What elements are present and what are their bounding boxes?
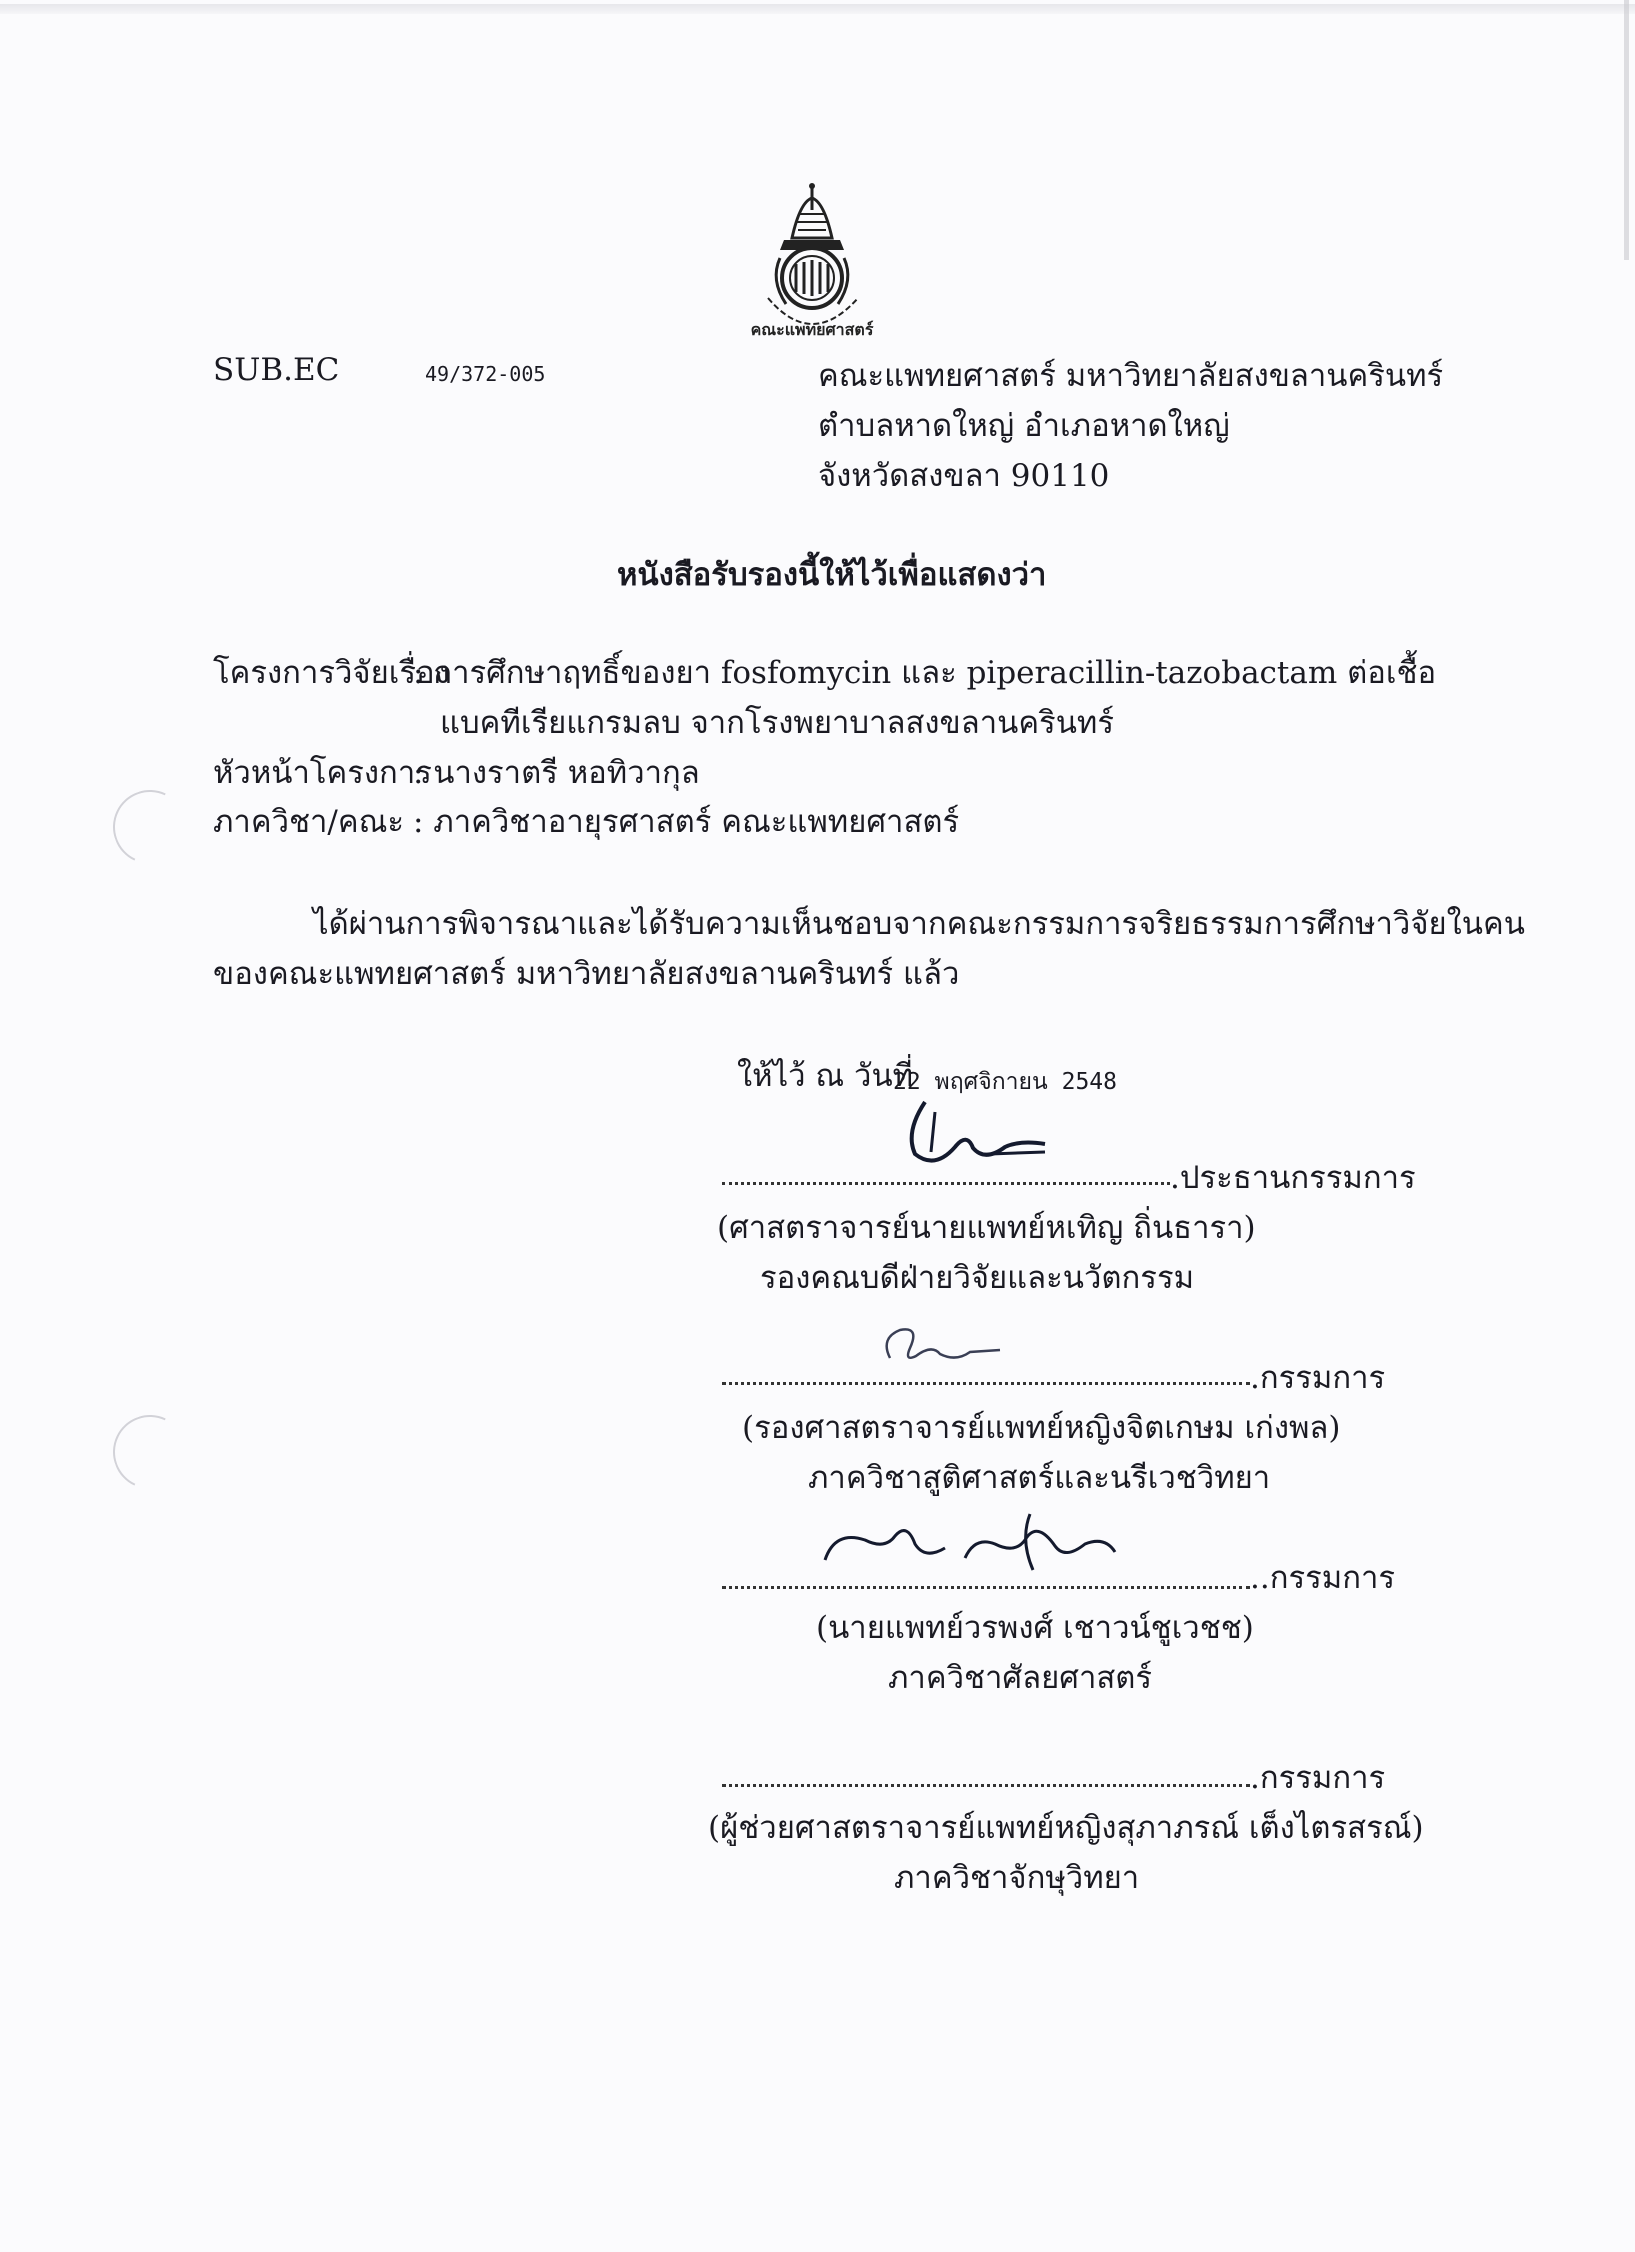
signatory-4-role: .กรรมการ	[1250, 1760, 1386, 1796]
signatory-4-position: ภาควิชาจักษุวิทยา	[894, 1860, 1140, 1896]
document-code: SUB.EC	[213, 352, 340, 388]
address-line-1: คณะแพทยศาสตร์ มหาวิทยาลัยสงขลานครินทร์	[818, 358, 1444, 394]
signature-line-1	[722, 1182, 1170, 1185]
department-label: ภาควิชา/คณะ	[213, 804, 405, 840]
signature-line-3	[722, 1586, 1250, 1589]
project-value-line-1: : การศึกษาฤทธิ์ของยา fosfomycin และ piperacillin-tazobactam ต่อเชื้อ	[413, 655, 1437, 691]
signatory-2-position: ภาควิชาสูติศาสตร์และนรีเวชวิทยา	[808, 1460, 1271, 1496]
scan-edge-right	[1624, 0, 1629, 260]
signature-line-4	[722, 1784, 1250, 1787]
faculty-seal-icon	[740, 180, 880, 340]
signatory-4-name: (ผู้ช่วยศาสตราจารย์แพทย์หญิงสุภาภรณ์ เต็งไตรสรณ์)	[708, 1810, 1424, 1846]
seal-label: คณะแพทยศาสตร์	[750, 320, 874, 339]
project-head-value: : นางราตรี หอทิวากุล	[413, 755, 700, 791]
address-line-3: จังหวัดสงขลา 90110	[818, 458, 1110, 494]
signatory-2-name: (รองศาสตราจารย์แพทย์หญิงจิตเกษม เก่งพล)	[742, 1410, 1341, 1446]
signatory-1-name: (ศาสตราจารย์นายแพทย์หเทิญ ถิ่นธารา)	[717, 1210, 1256, 1246]
signature-1-icon	[895, 1092, 1055, 1182]
punch-hole-bottom	[103, 1405, 198, 1500]
signatory-3-position: ภาควิชาศัลยศาสตร์	[888, 1660, 1153, 1696]
project-value-line-2: แบคทีเรียแกรมลบ จากโรงพยาบาลสงขลานครินทร์	[440, 705, 1114, 741]
document-title: หนังสือรับรองนี้ให้ไว้เพื่อแสดงว่า	[617, 557, 1047, 593]
signatory-1-role: .ประธานกรรมการ	[1170, 1160, 1416, 1196]
signatory-1-position: รองคณบดีฝ่ายวิจัยและนวัตกรรม	[760, 1260, 1195, 1296]
reference-number: 49/372-005	[425, 362, 546, 386]
body-line-2: ของคณะแพทยศาสตร์ มหาวิทยาลัยสงขลานครินทร์ แล้ว	[213, 956, 960, 992]
signatory-2-role: .กรรมการ	[1250, 1360, 1386, 1396]
date-value: 22 พฤศจิกายน 2548	[893, 1069, 1117, 1095]
body-line-1: ได้ผ่านการพิจารณาและได้รับความเห็นชอบจากคณะกรรมการจริยธรรมการศึกษาวิจัยในคน	[313, 906, 1525, 942]
signature-2-icon	[860, 1318, 1010, 1378]
signatory-3-name: (นายแพทย์วรพงศ์ เชาวน์ชูเวชช)	[816, 1610, 1254, 1646]
date-prefix: ให้ไว้ ณ วันที่	[737, 1058, 914, 1094]
address-line-2: ตำบลหาดใหญ่ อำเภอหาดใหญ่	[818, 408, 1230, 444]
department-value: : ภาควิชาอายุรศาสตร์ คณะแพทยศาสตร์	[413, 804, 960, 840]
scan-edge-top	[0, 4, 1635, 14]
signature-3-icon	[815, 1500, 1135, 1590]
signature-line-2	[722, 1382, 1250, 1385]
signatory-3-role: ..กรรมการ	[1250, 1560, 1396, 1596]
punch-hole-top	[103, 780, 198, 875]
project-head-label: หัวหน้าโครงการ	[213, 755, 432, 791]
project-label: โครงการวิจัยเรื่อง	[213, 655, 450, 691]
